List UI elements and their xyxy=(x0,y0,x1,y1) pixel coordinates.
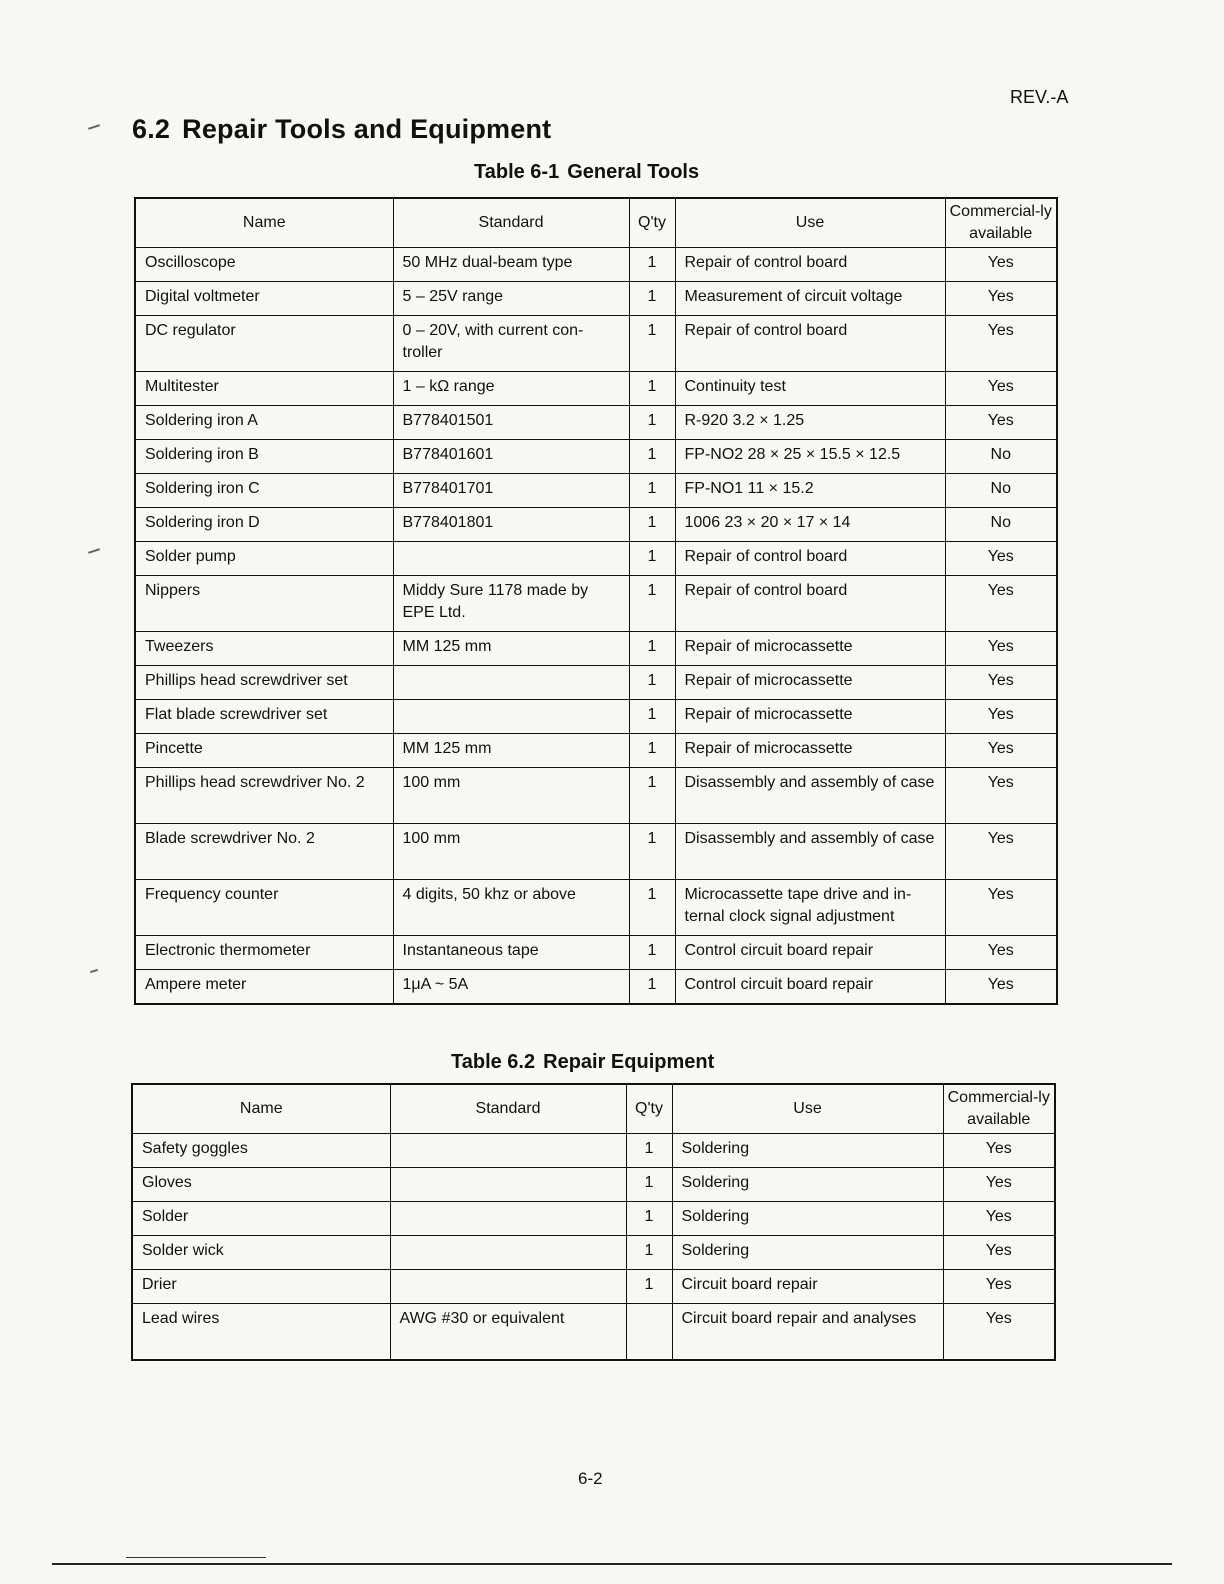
cell-use: Continuity test xyxy=(675,372,945,406)
cell-standard: Instantaneous tape xyxy=(393,936,629,970)
cell-available: Yes xyxy=(943,1134,1055,1168)
cell-use: Circuit board repair xyxy=(672,1270,943,1304)
cell-name: Drier xyxy=(132,1270,390,1304)
table-row xyxy=(135,508,1057,542)
cell-available: Yes xyxy=(945,282,1057,316)
table-row xyxy=(132,1270,1055,1304)
cell-qty: 1 xyxy=(629,316,675,372)
table-row xyxy=(135,824,1057,880)
cell-qty xyxy=(626,1304,672,1360)
cell-qty: 1 xyxy=(626,1236,672,1270)
table-row xyxy=(135,936,1057,970)
cell-available: Yes xyxy=(945,632,1057,666)
cell-available: No xyxy=(945,440,1057,474)
cell-standard: MM 125 mm xyxy=(393,632,629,666)
cell-name: Pincette xyxy=(135,734,393,768)
cell-standard xyxy=(393,700,629,734)
cell-name: Phillips head screwdriver set xyxy=(135,666,393,700)
cell-available: No xyxy=(945,508,1057,542)
cell-use: FP-NO1 11 × 15.2 xyxy=(675,474,945,508)
table-row xyxy=(135,576,1057,632)
cell-qty: 1 xyxy=(626,1270,672,1304)
cell-name: Soldering iron C xyxy=(135,474,393,508)
cell-use: Measurement of circuit voltage xyxy=(675,282,945,316)
cell-qty: 1 xyxy=(629,734,675,768)
cell-name: Lead wires xyxy=(132,1304,390,1360)
cell-qty: 1 xyxy=(629,936,675,970)
cell-standard: 100 mm xyxy=(393,768,629,824)
table-row xyxy=(135,632,1057,666)
column-header-qty: Q'ty xyxy=(629,198,675,248)
cell-qty: 1 xyxy=(629,248,675,282)
cell-standard: B778401501 xyxy=(393,406,629,440)
cell-use: Disassembly and assembly of case xyxy=(675,768,945,824)
cell-name: Nippers xyxy=(135,576,393,632)
cell-qty: 1 xyxy=(629,576,675,632)
cell-qty: 1 xyxy=(629,474,675,508)
margin-mark xyxy=(88,124,100,130)
cell-use: Soldering xyxy=(672,1202,943,1236)
cell-standard: Middy Sure 1178 made by EPE Ltd. xyxy=(393,576,629,632)
cell-available: Yes xyxy=(945,406,1057,440)
cell-use: Disassembly and assembly of case xyxy=(675,824,945,880)
cell-standard xyxy=(393,542,629,576)
cell-standard xyxy=(390,1236,626,1270)
table-row xyxy=(135,768,1057,824)
cell-available: Yes xyxy=(945,970,1057,1004)
cell-use: R-920 3.2 × 1.25 xyxy=(675,406,945,440)
general-tools-table xyxy=(134,197,1058,1005)
cell-name: Soldering iron B xyxy=(135,440,393,474)
cell-use: Repair of control board xyxy=(675,542,945,576)
cell-available: Yes xyxy=(945,248,1057,282)
column-header-available: Commercial-ly available xyxy=(943,1084,1055,1134)
cell-available: Yes xyxy=(943,1270,1055,1304)
column-header-standard: Standard xyxy=(390,1084,626,1134)
cell-standard: MM 125 mm xyxy=(393,734,629,768)
cell-qty: 1 xyxy=(629,666,675,700)
table2-caption-number: Table 6.2 xyxy=(451,1051,536,1073)
footer-short-rule xyxy=(126,1557,266,1558)
cell-qty: 1 xyxy=(629,440,675,474)
cell-standard: 1 – kΩ range xyxy=(393,372,629,406)
table1-caption xyxy=(474,161,699,184)
cell-standard: AWG #30 or equivalent xyxy=(390,1304,626,1360)
table-row xyxy=(135,474,1057,508)
table-row xyxy=(135,372,1057,406)
cell-name: Oscilloscope xyxy=(135,248,393,282)
cell-qty: 1 xyxy=(629,542,675,576)
cell-use: Repair of control board xyxy=(675,248,945,282)
cell-use: Circuit board repair and analyses xyxy=(672,1304,943,1360)
page-number: 6-2 xyxy=(578,1469,603,1488)
cell-name: Gloves xyxy=(132,1168,390,1202)
cell-name: Blade screwdriver No. 2 xyxy=(135,824,393,880)
column-header-name: Name xyxy=(132,1084,390,1134)
cell-available: Yes xyxy=(943,1202,1055,1236)
cell-standard: 1μA ~ 5A xyxy=(393,970,629,1004)
table-row xyxy=(135,440,1057,474)
column-header-use: Use xyxy=(672,1084,943,1134)
cell-name: Electronic thermometer xyxy=(135,936,393,970)
table-row xyxy=(135,734,1057,768)
table2-caption xyxy=(451,1051,714,1074)
cell-available: Yes xyxy=(945,576,1057,632)
cell-qty: 1 xyxy=(629,970,675,1004)
table-row xyxy=(135,970,1057,1004)
table-row xyxy=(135,282,1057,316)
table-header-row xyxy=(132,1084,1055,1134)
column-header-qty: Q'ty xyxy=(626,1084,672,1134)
cell-available: Yes xyxy=(943,1236,1055,1270)
cell-name: Tweezers xyxy=(135,632,393,666)
cell-name: Multitester xyxy=(135,372,393,406)
table-row xyxy=(135,406,1057,440)
cell-qty: 1 xyxy=(629,508,675,542)
table-row xyxy=(132,1236,1055,1270)
table-row xyxy=(135,248,1057,282)
cell-standard: 4 digits, 50 khz or above xyxy=(393,880,629,936)
column-header-use: Use xyxy=(675,198,945,248)
cell-use: Control circuit board repair xyxy=(675,936,945,970)
cell-qty: 1 xyxy=(629,768,675,824)
cell-name: Phillips head screwdriver No. 2 xyxy=(135,768,393,824)
cell-standard: 0 – 20V, with current con-troller xyxy=(393,316,629,372)
cell-qty: 1 xyxy=(629,282,675,316)
table1-caption-title: General Tools xyxy=(567,161,700,183)
cell-standard xyxy=(390,1168,626,1202)
table-row xyxy=(135,542,1057,576)
cell-available: Yes xyxy=(945,700,1057,734)
cell-name: Digital voltmeter xyxy=(135,282,393,316)
cell-use: Soldering xyxy=(672,1236,943,1270)
cell-available: Yes xyxy=(945,372,1057,406)
table-row xyxy=(132,1304,1055,1360)
cell-use: Soldering xyxy=(672,1134,943,1168)
cell-name: Soldering iron D xyxy=(135,508,393,542)
cell-qty: 1 xyxy=(629,880,675,936)
cell-use: Microcassette tape drive and in-ternal clock signal adjustment xyxy=(675,880,945,936)
cell-standard: B778401701 xyxy=(393,474,629,508)
revision-label: REV.-A xyxy=(1010,87,1069,107)
cell-name: Safety goggles xyxy=(132,1134,390,1168)
column-header-name: Name xyxy=(135,198,393,248)
cell-qty: 1 xyxy=(629,632,675,666)
section-heading xyxy=(132,114,551,145)
cell-use: 1006 23 × 20 × 17 × 14 xyxy=(675,508,945,542)
margin-mark xyxy=(90,969,98,973)
cell-qty: 1 xyxy=(626,1202,672,1236)
cell-name: Solder xyxy=(132,1202,390,1236)
cell-name: DC regulator xyxy=(135,316,393,372)
cell-use: Repair of control board xyxy=(675,576,945,632)
table-row xyxy=(132,1134,1055,1168)
table-row xyxy=(132,1202,1055,1236)
cell-available: Yes xyxy=(945,316,1057,372)
cell-use: Repair of microcassette xyxy=(675,632,945,666)
cell-standard: 100 mm xyxy=(393,824,629,880)
cell-available: Yes xyxy=(945,936,1057,970)
cell-available: Yes xyxy=(943,1168,1055,1202)
cell-use: Repair of control board xyxy=(675,316,945,372)
cell-available: Yes xyxy=(945,824,1057,880)
column-header-available: Commercial-ly available xyxy=(945,198,1057,248)
cell-standard: B778401801 xyxy=(393,508,629,542)
cell-available: Yes xyxy=(945,768,1057,824)
table1-caption-number: Table 6-1 xyxy=(474,161,560,183)
cell-standard xyxy=(390,1134,626,1168)
cell-name: Frequency counter xyxy=(135,880,393,936)
cell-available: Yes xyxy=(945,734,1057,768)
cell-qty: 1 xyxy=(626,1168,672,1202)
cell-qty: 1 xyxy=(629,700,675,734)
table-row xyxy=(135,666,1057,700)
cell-standard xyxy=(390,1270,626,1304)
cell-available: Yes xyxy=(945,666,1057,700)
cell-standard: 50 MHz dual-beam type xyxy=(393,248,629,282)
repair-equipment-table xyxy=(131,1083,1056,1361)
cell-name: Ampere meter xyxy=(135,970,393,1004)
section-title: Repair Tools and Equipment xyxy=(182,114,552,144)
cell-qty: 1 xyxy=(626,1134,672,1168)
footer-rule xyxy=(52,1563,1172,1565)
table-header-row xyxy=(135,198,1057,248)
table2-caption-title: Repair Equipment xyxy=(543,1051,715,1073)
cell-name: Solder pump xyxy=(135,542,393,576)
column-header-standard: Standard xyxy=(393,198,629,248)
cell-standard xyxy=(393,666,629,700)
cell-available: Yes xyxy=(943,1304,1055,1360)
cell-use: Repair of microcassette xyxy=(675,734,945,768)
cell-standard xyxy=(390,1202,626,1236)
cell-name: Soldering iron A xyxy=(135,406,393,440)
cell-name: Flat blade screwdriver set xyxy=(135,700,393,734)
cell-use: Repair of microcassette xyxy=(675,700,945,734)
cell-qty: 1 xyxy=(629,406,675,440)
cell-standard: B778401601 xyxy=(393,440,629,474)
cell-qty: 1 xyxy=(629,824,675,880)
cell-available: Yes xyxy=(945,880,1057,936)
cell-qty: 1 xyxy=(629,372,675,406)
table-row xyxy=(135,316,1057,372)
cell-standard: 5 – 25V range xyxy=(393,282,629,316)
cell-use: Repair of microcassette xyxy=(675,666,945,700)
cell-use: Control circuit board repair xyxy=(675,970,945,1004)
section-number: 6.2 xyxy=(132,114,171,144)
table-row xyxy=(132,1168,1055,1202)
table-row xyxy=(135,700,1057,734)
cell-available: Yes xyxy=(945,542,1057,576)
table-row xyxy=(135,880,1057,936)
cell-use: FP-NO2 28 × 25 × 15.5 × 12.5 xyxy=(675,440,945,474)
cell-name: Solder wick xyxy=(132,1236,390,1270)
cell-use: Soldering xyxy=(672,1168,943,1202)
margin-mark xyxy=(88,548,100,554)
cell-available: No xyxy=(945,474,1057,508)
